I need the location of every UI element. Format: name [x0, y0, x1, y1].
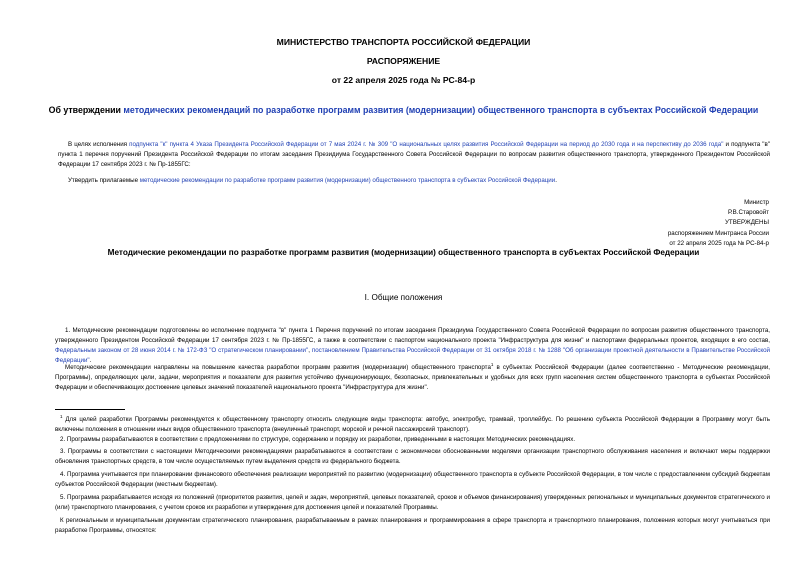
section-title: I. Общие положения	[364, 293, 443, 302]
approval-block	[668, 218, 769, 250]
body-paragraph-2	[55, 360, 770, 393]
body-paragraph-documents: К региональным и муниципальным документам стратегического планирования, разрабатываемым в рамках планирования и программирования в сфере транспорта и транспортного планирования, положения которых могут учитываться при разработке Программы, относятся:	[55, 517, 770, 534]
p1-text-3: .	[89, 357, 92, 364]
signatory-name: Р.В.Старовойт	[727, 209, 769, 216]
p2-text-1: Методические рекомендации направлены на повышение качества разработки программ развития (модернизации) общественного транспорта	[65, 364, 491, 372]
approve-text: Утвердить прилагаемые	[68, 177, 140, 184]
body-paragraph-item-3: 3. Программы в соответствии с настоящими Методическими рекомендациями разрабатываются в соответствии с экономически обоснованными моделями организации транспортного обслуживания населения и включают меры поддержки обновления транспортных средств, в том числе осуществляемых путем выделения средств из федерального бюджета.	[55, 448, 770, 465]
document-date-number: от 22 апреля 2025 года № РС-84-р	[331, 75, 476, 85]
approve-end: .	[555, 177, 557, 184]
title-prefix: Об утверждении	[48, 105, 124, 115]
document-type: РАСПОРЯЖЕНИЕ	[366, 56, 441, 66]
approval-line-2: распоряжением Минтранса России	[667, 229, 769, 237]
approval-line-1: УТВЕРЖДЕНЫ	[725, 219, 769, 226]
federal-law-link[interactable]: Федеральным законом от 28 июня 2014 г. № 172-ФЗ "О стратегическом планировании"	[55, 347, 309, 354]
body-paragraph-item-2: 2. Программы разрабатываются в соответствии с предложениями по структуре, содержанию и порядку их разработки, приведенными в настоящих Методических рекомендациях.	[60, 436, 576, 443]
title-link[interactable]: методических рекомендаций по разработке программ развития (модернизации) общественного транспорта в субъектах Российской Федерации	[123, 105, 759, 115]
footnote	[55, 412, 770, 435]
footnote-text: Для целей разработки Программы рекомендуется к общественному транспорту относить следующие виды транспорта: автобус, электробус, трамвай, троллейбус. По решению субъекта Российской Федерации в Программу могут быть включены положения в отношении иных видов общественного транспорта (внеуличный транспорт, морской и речной пассажирский транспорт).	[55, 416, 770, 434]
recommendations-title: Методические рекомендации по разработке программ развития (модернизации) общественного транспорта в субъектах Российской Федерации	[107, 248, 700, 257]
government-resolution-link[interactable]: постановлением Правительства Российской Федерации от 31 октября 2018 г. № 1288 "Об организации проектной деятельности в Правительстве Российской Федерации"	[55, 347, 770, 364]
p1-text-1: 1. Методические рекомендации подготовлены во исполнение подпункта "в" пункта 1 Перечня поручений по итогам заседания Президиума Государственного Совета Российской Федерации по вопросам развития общественного транспорта, утвержденного Президентом Российской Федерации 17 сентября 2023 г. № Пр-1855ГС, а также в соответствии с паспортом национального проекта "Инфраструктура для жизни" и паспортами федеральных проектов, входящих в его состав,	[55, 327, 770, 344]
preamble-paragraph	[58, 140, 770, 170]
preamble-text-1: В целях исполнения	[68, 141, 130, 148]
footnote-mark: 1	[60, 414, 63, 419]
preamble-text-2: и подпункта "в" пункта 1 перечня поручений Президента Российской Федерации по итогам заседания Президиума Государственного Совета Российской Федерации по вопросам развития общественного транспорта, утвержденного Президентом Российской Федерации 17 сентября 2023 г. № Пр-1855ГС:	[58, 141, 770, 168]
footnote-divider	[55, 409, 125, 410]
approve-paragraph	[58, 176, 770, 186]
p2-text-2: в субъектах Российской Федерации (далее соответственно - Методические рекомендации, Программы), определяющих цели, задачи, мероприятия и показатели для развития устойчиво функционирующих, безопасных, привлекательных и удобных для всех групп населения систем общественного транспорта в субъектах Российской Федерации и обеспечивающих достижение целевых значений показателей национального проекта "Инфраструктура для жизни".	[55, 364, 771, 392]
approval-line-3: от 22 апреля 2025 года № РС-84-р	[669, 240, 769, 247]
body-paragraph-item-5: 5. Программа разрабатывается исходя из положений (приоритетов развития, целей и задач, мероприятий, целевых показателей, сроков и объемов финансирования) утвержденных региональных и муниципальных документов стратегического и (или) транспортного планирования, с учетом сроков их разработки и утверждения для достижения целей и показателей Программы.	[55, 494, 770, 511]
ministry-heading: МИНИСТЕРСТВО ТРАНСПОРТА РОССИЙСКОЙ ФЕДЕРАЦИИ	[276, 37, 531, 47]
document-title	[0, 105, 807, 115]
p1-text-2: ,	[308, 347, 312, 354]
footnote-ref[interactable]: 1	[490, 362, 494, 367]
decree-link[interactable]: подпункта "к" пункта 4 Указа Президента Российской Федерации от 7 мая 2024 г. № 309 "О национальных целях развития Российской Федерации на период до 2030 года и на перспективу до 2036 года"	[129, 141, 724, 148]
signatory-position: Министр	[744, 199, 769, 206]
recommendations-link[interactable]: методические рекомендации по разработке программ развития (модернизации) общественного транспорта в субъектах Российской Федерации	[139, 177, 556, 184]
body-paragraph-item-4: 4. Программа учитывается при планировании финансового обеспечения реализации мероприятий по развитию (модернизации) общественного транспорта в субъекте Российской Федерации, в том числе с предоставлением субсидий бюджетам субъектов Российской Федерации (местным бюджетам).	[55, 471, 770, 488]
